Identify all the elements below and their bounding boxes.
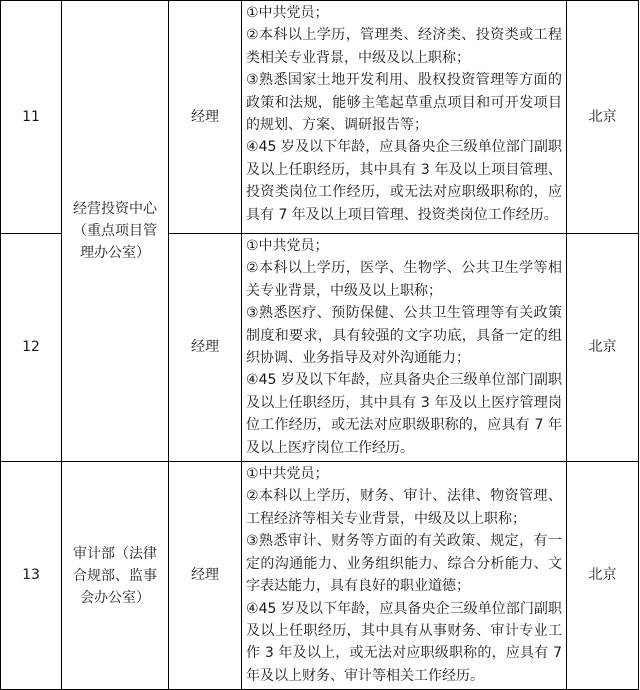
requirement-item: ①中共党员； [246, 5, 329, 21]
requirement-item: ①中共党员； [246, 238, 329, 254]
requirement-item: ④45 岁及以下年龄，应具备央企三级单位部门副职及以上任职经历，其中具有 3 年及以上医疗管理岗位工作经历，或无法对应职级职称的，应具有 7 年及以上医疗岗位工作经历。 [246, 372, 562, 456]
work-location: 北京 [567, 462, 639, 690]
department-name: 审计部（法律合规部、监事会办公室） [73, 545, 157, 606]
table-row [1, 1, 639, 234]
work-location: 北京 [567, 1, 639, 234]
department-cell [62, 462, 169, 690]
requirements-cell [242, 1, 567, 234]
position-title: 经理 [169, 462, 242, 690]
requirement-item: ③熟悉审计、财务等方面的有关政策、规定，有一定的沟通能力、业务组织能力、综合分析能力、文字表达能力，具有良好的职业道德； [246, 533, 562, 595]
row-number: 11 [1, 1, 62, 234]
requirements-cell [242, 462, 567, 690]
row-number: 13 [1, 462, 62, 690]
department-cell [62, 1, 169, 462]
requirement-item: ①中共党员； [246, 466, 329, 483]
requirement-item: ②本科以上学历，管理类、经济类、投资类或工程类相关专业背景，中级及以上职称； [246, 27, 562, 66]
requirement-item: ④45 岁及以下年龄，应具备央企三级单位部门副职及以上任职经历，其中具有 3 年及以上项目管理、投资类岗位工作经历，或无法对应职级职称的，应具有 7 年及以上项目管理、投资类岗位工作经历。 [246, 139, 562, 223]
requirement-item: ②本科以上学历，医学、生物学、公共卫生学等相关专业背景，中级及以上职称； [246, 260, 562, 299]
requirement-item: ③熟悉医疗、预防保健、公共卫生管理等有关政策制度和要求，具有较强的文字功底，具备一定的组织协调、业务指导及对外沟通能力； [246, 305, 562, 367]
requirements-cell [242, 234, 567, 462]
table-row [1, 462, 639, 690]
requirement-item: ②本科以上学历，财务、审计、法律、物资管理、工程经济等相关专业背景，中级及以上职称； [246, 488, 562, 527]
position-title: 经理 [169, 1, 242, 234]
requirement-item: ④45 岁及以下年龄，应具备央企三级单位部门副职及以上任职经历，其中具有从事财务、审计专业工作 3 年及以上，或无法对应职级职称的，应具有 7 年及以上财务、审计等相关工作经历。 [246, 600, 562, 684]
department-name: 经营投资中心（重点项目管理办公室） [73, 201, 157, 262]
work-location: 北京 [567, 234, 639, 462]
position-title: 经理 [169, 234, 242, 462]
row-number: 12 [1, 234, 62, 462]
requirement-item: ③熟悉国家土地开发利用、股权投资管理等方面的政策和法规，能够主笔起草重点项目和可开发项目的规划、方案、调研报告等； [246, 72, 562, 134]
